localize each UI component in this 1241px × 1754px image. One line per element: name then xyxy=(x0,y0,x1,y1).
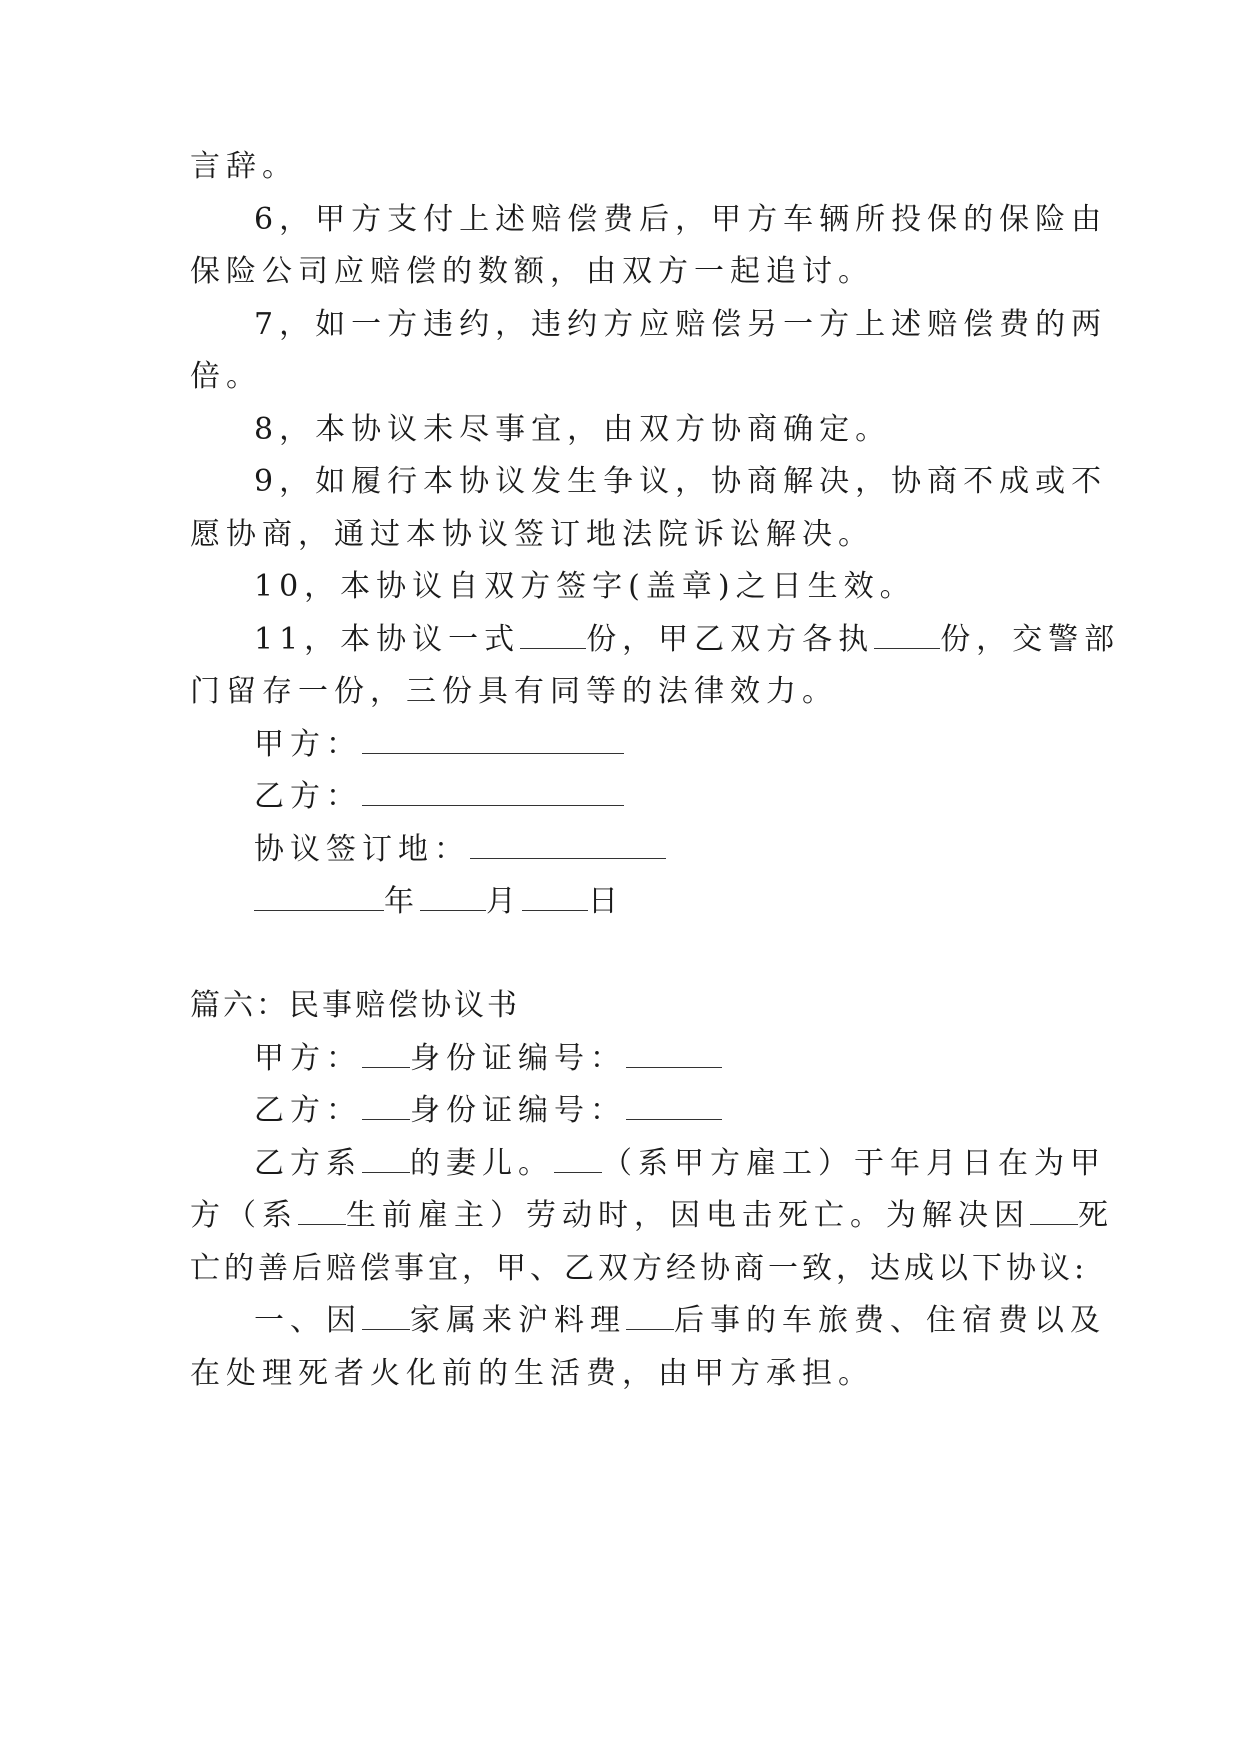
clause-11-part-2: 份，甲乙双方各执 xyxy=(586,622,875,657)
clause-11-part-1: 11，本协议一式 xyxy=(254,622,521,657)
day-blank xyxy=(522,886,588,911)
party-b-name-blank xyxy=(362,1095,410,1120)
party-a-id-blank xyxy=(626,1043,722,1068)
section-title: 篇六：民事赔偿协议书 xyxy=(190,988,520,1023)
clause-11-part-3: 份，交警部 xyxy=(940,622,1121,657)
clause-9-line-2: 愿协商，通过本协议签订地法院诉讼解决。 xyxy=(190,517,874,552)
party-b-blank xyxy=(362,781,624,806)
intro-text: 生前雇主）劳动时，因电击死亡。为解决因 xyxy=(346,1198,1030,1233)
deceased-name-blank xyxy=(554,1148,602,1173)
intro-line-1 xyxy=(254,1144,1106,1184)
year-blank xyxy=(254,886,384,911)
party-b-label: 乙方： xyxy=(254,779,362,814)
month-label: 月 xyxy=(486,884,522,919)
clause-10: 10，本协议自双方签字(盖章)之日生效。 xyxy=(254,569,916,604)
clause-7-line-2: 倍。 xyxy=(190,359,262,394)
party-b-id-blank xyxy=(626,1095,722,1120)
section6-party-b-line xyxy=(254,1091,1060,1131)
item-text: 家属来沪料理 xyxy=(410,1303,626,1338)
day-label: 日 xyxy=(588,884,624,919)
intro-text: 死 xyxy=(1078,1198,1114,1233)
intro-line-3: 亡的善后赔偿事宜，甲、乙双方经协商一致，达成以下协议: xyxy=(190,1251,1089,1286)
deceased-name-blank xyxy=(1030,1200,1078,1225)
year-label: 年 xyxy=(384,884,420,919)
item-1-line-1 xyxy=(254,1301,1106,1341)
signing-place-line xyxy=(254,830,1060,870)
deceased-name-blank xyxy=(298,1200,346,1225)
clause-6-line-2: 保险公司应赔偿的数额，由双方一起追讨。 xyxy=(190,254,874,289)
deceased-name-blank xyxy=(626,1305,674,1330)
clause-9-line-1: 9，如履行本协议发生争议，协商解决，协商不成或不 xyxy=(254,464,1108,499)
intro-line-2 xyxy=(190,1196,1114,1236)
id-label: 身份证编号： xyxy=(410,1041,626,1076)
party-a-label: 甲方： xyxy=(254,1041,362,1076)
intro-text: 的妻儿。 xyxy=(410,1146,554,1181)
copies-each-blank xyxy=(874,624,940,649)
party-a-signature-line xyxy=(254,725,1060,765)
text-line: 言辞。 xyxy=(190,149,298,184)
intro-text: （系甲方雇工）于年月日在为甲 xyxy=(602,1146,1106,1181)
party-b-signature-line xyxy=(254,777,1060,817)
party-a-blank xyxy=(362,729,624,754)
deceased-name-blank xyxy=(362,1305,410,1330)
month-blank xyxy=(420,886,486,911)
party-a-name-blank xyxy=(362,1043,410,1068)
section6-party-a-line xyxy=(254,1039,1060,1079)
clause-7-line-1: 7，如一方违约，违约方应赔偿另一方上述赔偿费的两 xyxy=(254,307,1108,342)
id-label: 身份证编号： xyxy=(410,1093,626,1128)
signing-place-blank xyxy=(470,834,666,859)
clause-11-line-2: 门留存一份，三份具有同等的法律效力。 xyxy=(190,674,838,709)
party-a-label: 甲方： xyxy=(254,727,362,762)
clause-11-line-1 xyxy=(254,620,1121,660)
signing-place-label: 协议签订地： xyxy=(254,832,470,867)
party-b-label: 乙方： xyxy=(254,1093,362,1128)
intro-text: 方（系 xyxy=(190,1198,298,1233)
clause-8: 8，本协议未尽事宜，由双方协商确定。 xyxy=(254,412,892,447)
deceased-name-blank xyxy=(362,1148,410,1173)
intro-text: 乙方系 xyxy=(254,1146,362,1181)
date-line xyxy=(254,882,1060,922)
clause-6-line-1: 6，甲方支付上述赔偿费后，甲方车辆所投保的保险由 xyxy=(254,202,1108,237)
copies-blank xyxy=(520,624,586,649)
item-1-line-2: 在处理死者火化前的生活费，由甲方承担。 xyxy=(190,1356,874,1391)
item-text: 一、因 xyxy=(254,1303,362,1338)
item-text: 后事的车旅费、住宿费以及 xyxy=(674,1303,1106,1338)
